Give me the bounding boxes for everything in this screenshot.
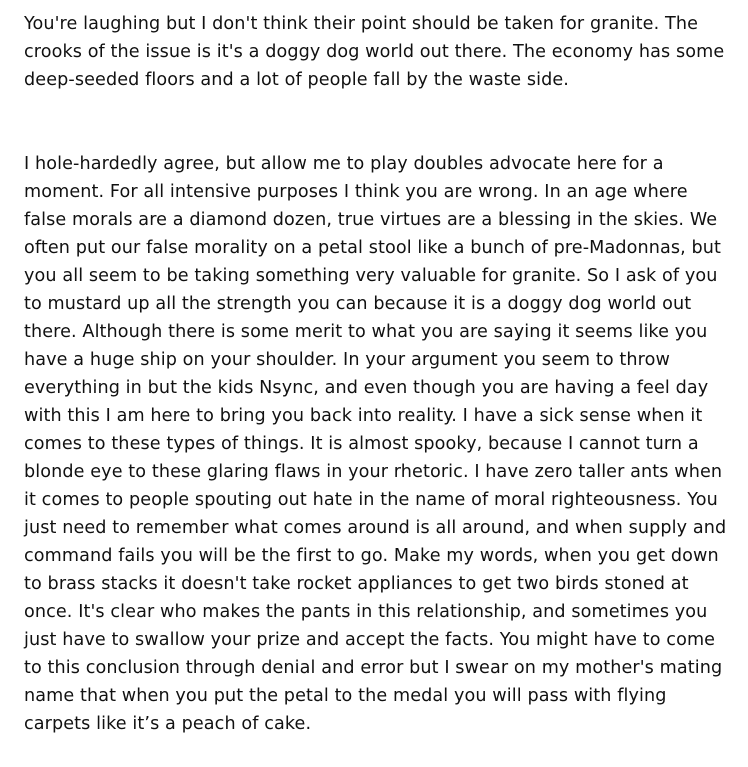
text-line: with this I am here to bring you back into reality. I have a sick sense when it [24, 406, 703, 426]
text-line: You're laughing but I don't think their point should be taken for granite. The [24, 14, 698, 34]
text-line: to mustard up all the strength you can because it is a doggy dog world out [24, 294, 692, 314]
text-line: just have to swallow your prize and accept the facts. You might have to come [24, 630, 716, 650]
text-line: name that when you put the petal to the medal you will pass with flying [24, 686, 667, 706]
text-line: just need to remember what comes around is all around, and when supply and [24, 518, 727, 538]
text-line: moment. For all intensive purposes I think you are wrong. In an age where [24, 182, 688, 202]
text-line: often put our false morality on a petal stool like a bunch of pre-Madonnas, but [24, 238, 722, 258]
text-line: it comes to people spouting out hate in the name of moral righteousness. You [24, 490, 718, 510]
text-line: command fails you will be the first to go. Make my words, when you get down [24, 546, 719, 566]
text-line: to brass stacks it doesn't take rocket appliances to get two birds stoned at [24, 574, 689, 594]
document-body [24, 10, 727, 738]
text-line: comes to these types of things. It is almost spooky, because I cannot turn a [24, 434, 699, 454]
text-line: deep-seeded floors and a lot of people fall by the waste side. [24, 70, 569, 90]
text-line: to this conclusion through denial and error but I swear on my mother's mating [24, 658, 723, 678]
text-line: false morals are a diamond dozen, true virtues are a blessing in the skies. We [24, 210, 718, 230]
text-line: everything in but the kids Nsync, and even though you are having a feel day [24, 378, 709, 398]
paragraph-2 [24, 150, 727, 738]
text-line: carpets like it’s a peach of cake. [24, 714, 312, 734]
text-line: crooks of the issue is it's a doggy dog world out there. The economy has some [24, 42, 725, 62]
text-line: there. Although there is some merit to what you are saying it seems like you [24, 322, 708, 342]
text-line: blonde eye to these glaring flaws in your rhetoric. I have zero taller ants when [24, 462, 723, 482]
text-line: once. It's clear who makes the pants in this relationship, and sometimes you [24, 602, 708, 622]
paragraph-1 [24, 10, 724, 94]
text-line: have a huge ship on your shoulder. In your argument you seem to throw [24, 350, 670, 370]
text-line: you all seem to be taking something very valuable for granite. So I ask of you [24, 266, 718, 286]
text-line: I hole-hardedly agree, but allow me to play doubles advocate here for a [24, 154, 664, 174]
